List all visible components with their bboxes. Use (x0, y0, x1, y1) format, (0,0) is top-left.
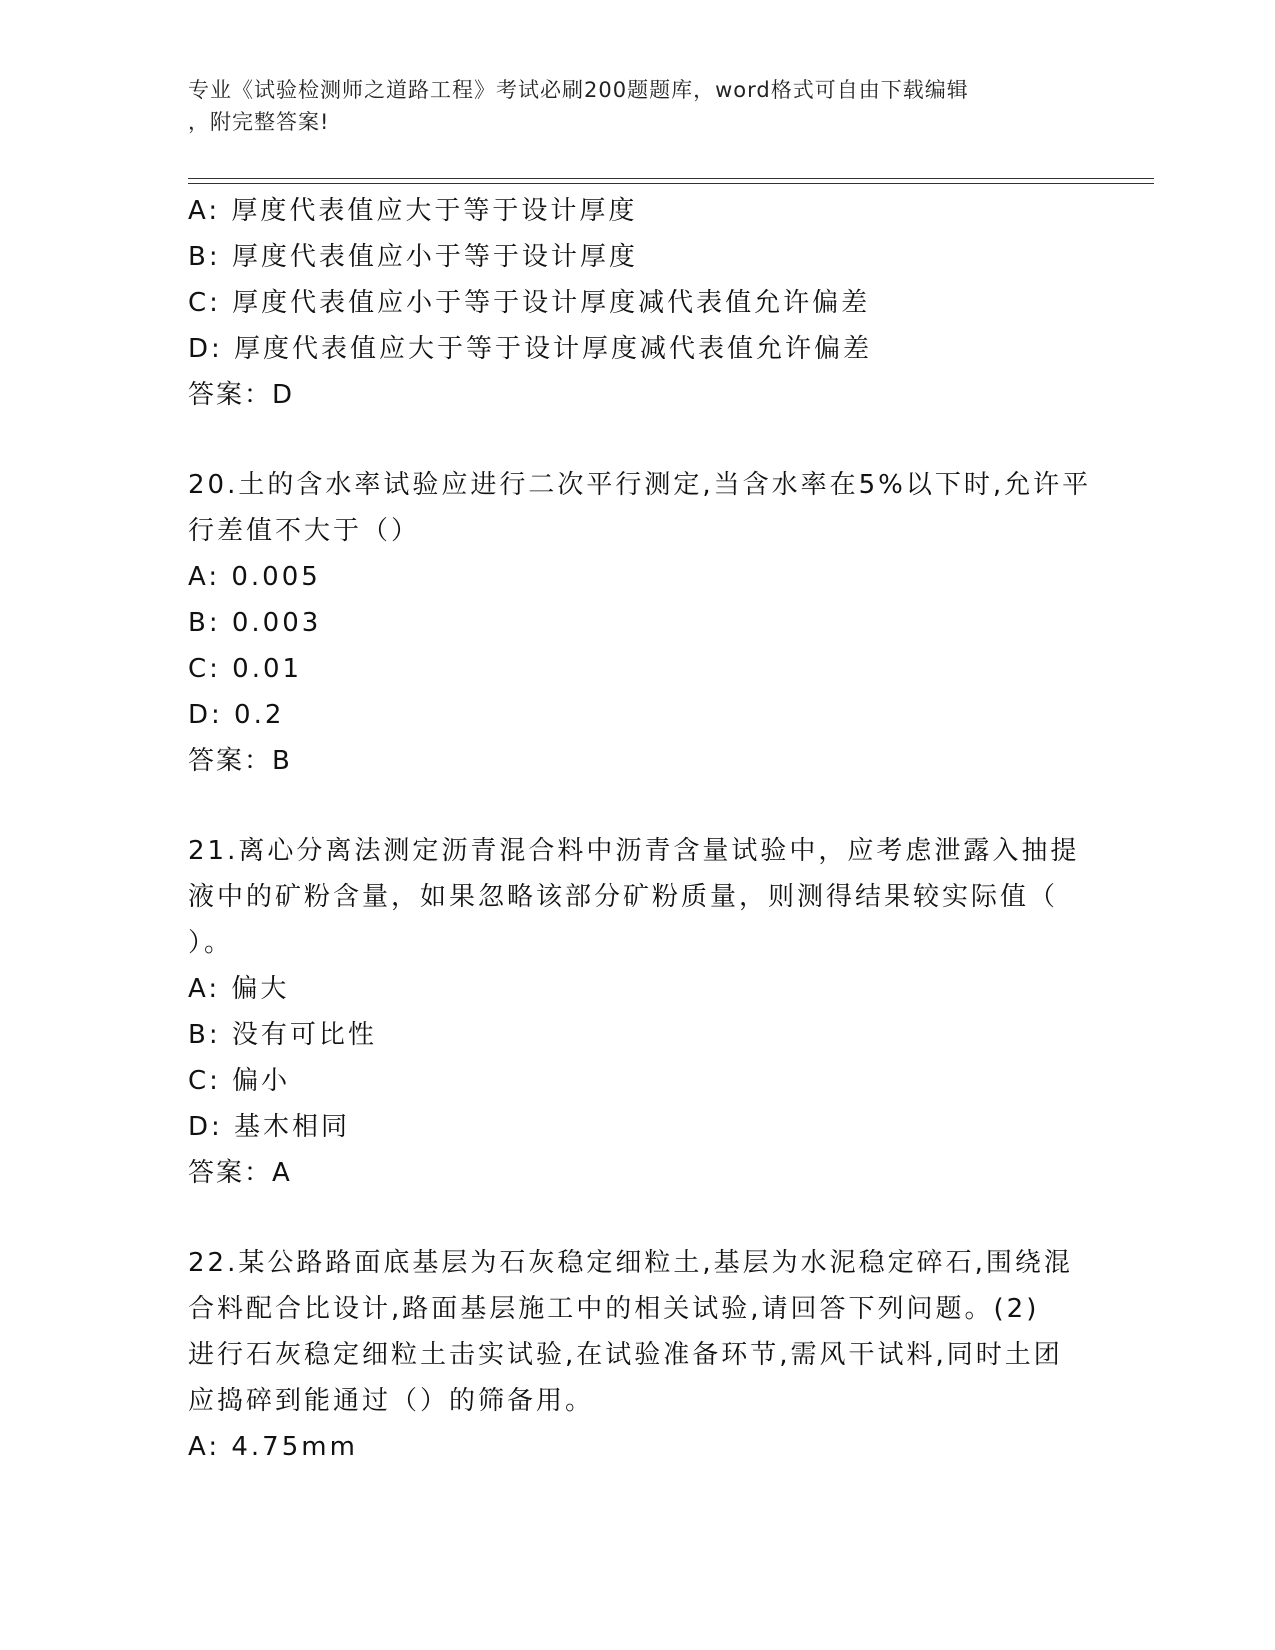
option-c: C: 厚度代表值应小于等于设计厚度减代表值允许偏差 (188, 288, 871, 318)
spacer (188, 1196, 1088, 1240)
option-a: A: 偏大 (188, 974, 290, 1004)
option-c: C: 偏小 (188, 1066, 291, 1096)
question-text-line: 液中的矿粉含量，如果忽略该部分矿粉质量，则测得结果较实际值（ (188, 882, 1059, 912)
answer-text: 答案：B (188, 746, 292, 776)
question-text-line: 21.离心分离法测定沥青混合料中沥青含量试验中，应考虑泄露入抽提 (188, 836, 1080, 866)
answer-text: 答案：A (188, 1158, 292, 1188)
option-d: D: 厚度代表值应大于等于设计厚度减代表值允许偏差 (188, 334, 873, 364)
option-b: B: 厚度代表值应小于等于设计厚度 (188, 242, 638, 272)
header-divider-top (188, 178, 1154, 179)
option-b: B: 没有可比性 (188, 1020, 377, 1050)
document-body (188, 188, 1092, 1470)
question-text-line: 进行石灰稳定细粒土击实试验,在试验准备环节,需风干试料,同时土团 (188, 1340, 1063, 1370)
question-19 (188, 188, 1088, 418)
option-d: D: 0.2 (188, 700, 285, 730)
question-text-line: 合料配合比设计,路面基层施工中的相关试验,请回答下列问题。(2) (188, 1294, 1040, 1324)
header-line-2: ，附完整答案! (188, 110, 330, 134)
document-header (188, 74, 1088, 138)
question-20 (188, 462, 1092, 784)
question-text-line: 22.某公路路面底基层为石灰稳定细粒土,基层为水泥稳定碎石,围绕混 (188, 1248, 1073, 1278)
option-b: B: 0.003 (188, 608, 322, 638)
header-divider-bottom (188, 183, 1154, 184)
option-a: A: 0.005 (188, 562, 321, 592)
answer-text: 答案：D (188, 380, 295, 410)
question-text-line: ）。 (188, 928, 234, 958)
option-d: D: 基木相同 (188, 1112, 351, 1142)
question-text-line: 行差值不大于（） (188, 516, 421, 546)
option-c: C: 0.01 (188, 654, 303, 684)
spacer (188, 418, 1088, 462)
option-a: A: 4.75mm (188, 1432, 358, 1462)
header-line-1: 专业《试验检测师之道路工程》考试必刷200题题库，word格式可自由下载编辑 (188, 78, 969, 102)
question-text-line: 20.土的含水率试验应进行二次平行测定,当含水率在5%以下时,允许平 (188, 470, 1092, 500)
spacer (188, 784, 1088, 828)
question-text-line: 应捣碎到能通过（）的筛备用。 (188, 1386, 595, 1416)
option-a: A: 厚度代表值应大于等于设计厚度 (188, 196, 638, 226)
question-21 (188, 828, 1088, 1196)
question-22 (188, 1240, 1088, 1470)
